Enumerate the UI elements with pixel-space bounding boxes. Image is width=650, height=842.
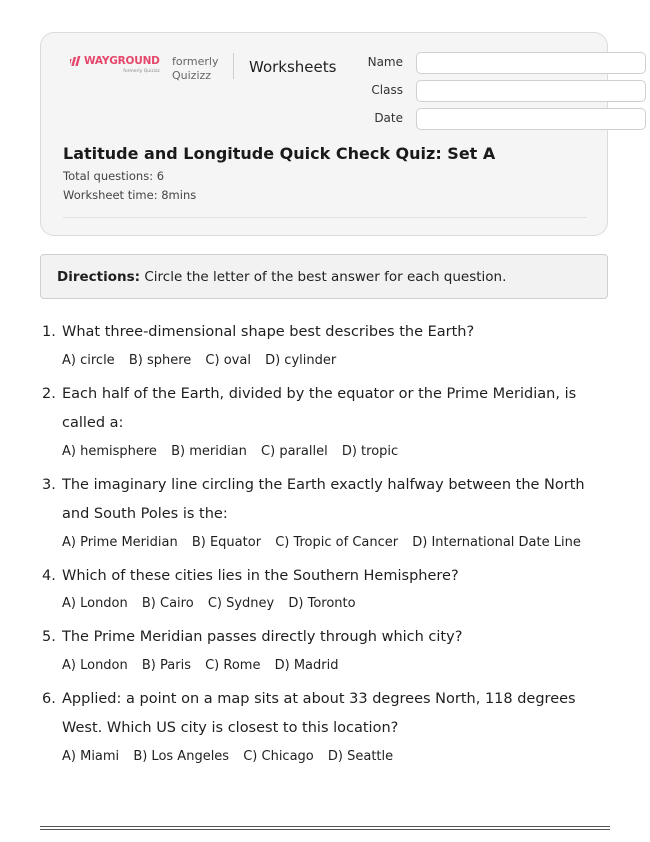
question-5 xyxy=(42,623,610,675)
choice-d[interactable]: D) Madrid xyxy=(274,657,339,673)
question-2 xyxy=(42,380,610,461)
answer-choices xyxy=(42,352,610,370)
directions-text: Circle the letter of the best answer for each question. xyxy=(140,269,507,285)
question-text: Each half of the Earth, divided by the equator or the Prime Meridian, is called a: xyxy=(62,385,577,431)
choice-b[interactable]: B) Cairo xyxy=(141,596,194,611)
choice-d[interactable]: D) tropic xyxy=(341,443,399,459)
choice-c[interactable]: C) Rome xyxy=(205,657,261,673)
question-number: 5. xyxy=(42,629,56,645)
class-label: Class xyxy=(371,83,403,97)
name-label: Name xyxy=(367,55,403,69)
date-label: Date xyxy=(374,111,403,125)
footer-rule xyxy=(40,829,610,830)
question-1 xyxy=(42,318,610,370)
question-text: Applied: a point on a map sits at about 33 degrees North, 118 degrees West. Which US city is closest to this location? xyxy=(62,690,576,736)
formerly-line-2: Quizizz xyxy=(172,69,212,82)
choice-d[interactable]: D) cylinder xyxy=(265,352,337,368)
question-number: 1. xyxy=(42,324,56,340)
worksheet-title: Latitude and Longitude Quick Check Quiz: Set A xyxy=(63,144,496,163)
choice-d[interactable]: D) Toronto xyxy=(288,596,356,611)
logo-subtext: formerly Quizizz xyxy=(123,69,160,74)
choice-d[interactable]: D) Seattle xyxy=(327,748,394,764)
question-4 xyxy=(42,562,610,614)
choice-b[interactable]: B) Equator xyxy=(191,534,262,550)
choice-a[interactable]: A) London xyxy=(62,596,128,611)
choice-b[interactable]: B) meridian xyxy=(171,443,247,459)
question-list xyxy=(42,318,610,776)
answer-choices xyxy=(42,534,610,552)
choice-c[interactable]: C) oval xyxy=(205,352,251,368)
choice-a[interactable]: A) London xyxy=(62,657,128,673)
question-text: The imaginary line circling the Earth exactly halfway between the North and South Poles is the: xyxy=(62,476,585,522)
class-field[interactable] xyxy=(416,80,646,102)
question-number: 4. xyxy=(42,567,56,584)
answer-choices xyxy=(42,748,610,766)
answer-choices xyxy=(42,595,610,613)
header-rule xyxy=(63,217,587,218)
choice-a[interactable]: A) Prime Meridian xyxy=(62,534,178,550)
question-text: Which of these cities lies in the Southern Hemisphere? xyxy=(62,567,459,584)
date-field[interactable] xyxy=(416,108,646,130)
choice-c[interactable]: C) Tropic of Cancer xyxy=(275,534,399,550)
question-number: 3. xyxy=(42,476,56,493)
question-text: What three-dimensional shape best describes the Earth? xyxy=(62,324,475,340)
worksheets-label: Worksheets xyxy=(249,58,337,76)
choice-d[interactable]: D) International Date Line xyxy=(412,534,581,550)
choice-c[interactable]: C) Chicago xyxy=(243,748,314,764)
formerly-quizizz xyxy=(172,55,219,83)
worksheet-time: Worksheet time: 8mins xyxy=(63,188,197,202)
choice-a[interactable]: A) hemisphere xyxy=(62,443,157,459)
question-number: 6. xyxy=(42,690,56,707)
question-number: 2. xyxy=(42,385,56,402)
question-3 xyxy=(42,471,610,552)
choice-b[interactable]: B) Los Angeles xyxy=(133,748,230,764)
choice-b[interactable]: B) sphere xyxy=(128,352,192,368)
answer-choices xyxy=(42,657,610,675)
total-questions: Total questions: 6 xyxy=(63,169,165,183)
directions-box xyxy=(40,254,608,299)
logo-text: WAYGROUND xyxy=(84,55,160,67)
question-text: The Prime Meridian passes directly through which city? xyxy=(62,629,463,645)
footer-rule xyxy=(40,826,610,827)
question-6 xyxy=(42,685,610,766)
formerly-line-1: formerly xyxy=(172,55,219,68)
directions-label: Directions: xyxy=(57,269,141,285)
wayground-mark-icon xyxy=(70,56,83,66)
choice-c[interactable]: C) Sydney xyxy=(207,596,275,611)
choice-a[interactable]: A) Miami xyxy=(62,748,120,764)
worksheet-header xyxy=(40,32,608,236)
choice-c[interactable]: C) parallel xyxy=(261,443,328,459)
header-divider xyxy=(233,53,234,79)
choice-b[interactable]: B) Paris xyxy=(141,657,191,673)
name-field[interactable] xyxy=(416,52,646,74)
choice-a[interactable]: A) circle xyxy=(62,352,115,368)
wayground-logo xyxy=(70,55,160,74)
answer-choices xyxy=(42,443,610,461)
